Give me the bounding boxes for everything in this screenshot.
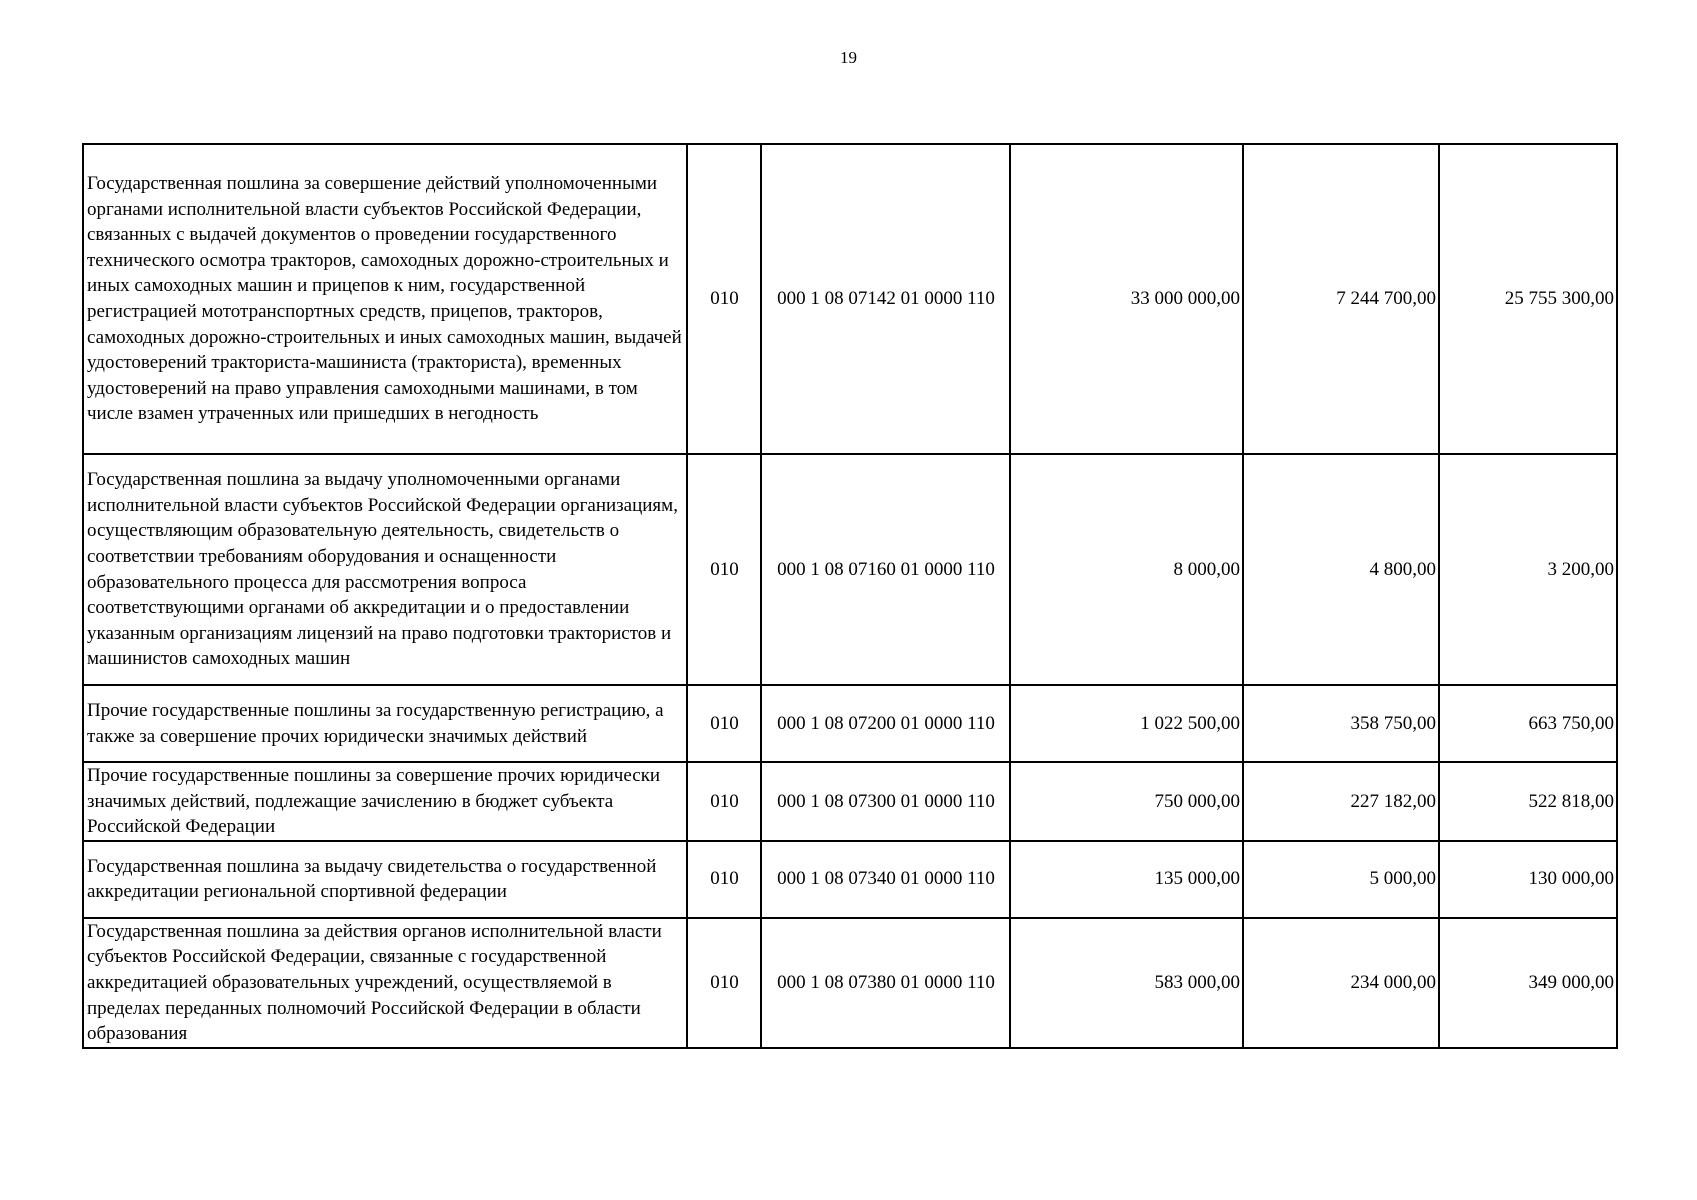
page-number: 19	[840, 48, 857, 67]
row-budget-classification-code: 000 1 08 07340 01 0000 110	[761, 841, 1010, 918]
table-row	[83, 685, 1617, 762]
row-value-unexecuted: 3 200,00	[1439, 454, 1617, 685]
row-value-approved: 135 000,00	[1010, 841, 1243, 918]
row-value-approved: 1 022 500,00	[1010, 685, 1243, 762]
row-value-approved: 750 000,00	[1010, 762, 1243, 841]
row-description: Государственная пошлина за действия органов исполнительной власти субъектов Российской Федерации, связанные с государственной аккредитацией образовательных учреждений, осуществляемой в пределах переданных полномочий Российской Федерации в области образования	[83, 918, 687, 1048]
budget-revenue-table	[82, 143, 1618, 1049]
row-value-unexecuted: 25 755 300,00	[1439, 144, 1617, 454]
row-value-executed: 234 000,00	[1243, 918, 1439, 1048]
row-line-code: 010	[687, 685, 761, 762]
row-value-unexecuted: 522 818,00	[1439, 762, 1617, 841]
row-description: Прочие государственные пошлины за совершение прочих юридически значимых действий, подлежащие зачислению в бюджет субъекта Российской Федерации	[83, 762, 687, 841]
row-value-unexecuted: 349 000,00	[1439, 918, 1617, 1048]
row-value-executed: 4 800,00	[1243, 454, 1439, 685]
row-value-approved: 583 000,00	[1010, 918, 1243, 1048]
row-description: Государственная пошлина за совершение действий уполномоченными органами исполнительной власти субъектов Российской Федерации, связанных с выдачей документов о проведении государственного технического осмотра тракторов, самоходных дорожно-строительных и иных самоходных машин и прицепов к ним, государственной регистрацией мототранспортных средств, прицепов, тракторов, самоходных дорожно-строительных и иных самоходных машин, выдачей удостоверений тракториста-машиниста (тракториста), временных удостоверений на право управления самоходными машинами, в том числе взамен утраченных или пришедших в негодность	[83, 144, 687, 454]
row-budget-classification-code: 000 1 08 07142 01 0000 110	[761, 144, 1010, 454]
row-description: Государственная пошлина за выдачу уполномоченными органами исполнительной власти субъектов Российской Федерации организациям, осуществляющим образовательную деятельность, свидетельств о соответствии требованиям оборудования и оснащенности образовательного процесса для рассмотрения вопроса соответствующими органами об аккредитации и о предоставлении указанным организациям лицензий на право подготовки трактористов и машинистов самоходных машин	[83, 454, 687, 685]
row-budget-classification-code: 000 1 08 07160 01 0000 110	[761, 454, 1010, 685]
table-row	[83, 841, 1617, 918]
row-value-unexecuted: 130 000,00	[1439, 841, 1617, 918]
row-budget-classification-code: 000 1 08 07380 01 0000 110	[761, 918, 1010, 1048]
table-row	[83, 144, 1617, 454]
row-description: Прочие государственные пошлины за государственную регистрацию, а также за совершение прочих юридически значимых действий	[83, 685, 687, 762]
row-value-executed: 5 000,00	[1243, 841, 1439, 918]
row-line-code: 010	[687, 454, 761, 685]
table-row	[83, 454, 1617, 685]
row-line-code: 010	[687, 918, 761, 1048]
row-value-approved: 8 000,00	[1010, 454, 1243, 685]
row-budget-classification-code: 000 1 08 07300 01 0000 110	[761, 762, 1010, 841]
row-line-code: 010	[687, 841, 761, 918]
row-value-approved: 33 000 000,00	[1010, 144, 1243, 454]
row-value-executed: 7 244 700,00	[1243, 144, 1439, 454]
row-budget-classification-code: 000 1 08 07200 01 0000 110	[761, 685, 1010, 762]
row-value-unexecuted: 663 750,00	[1439, 685, 1617, 762]
row-line-code: 010	[687, 144, 761, 454]
row-description: Государственная пошлина за выдачу свидетельства о государственной аккредитации региональной спортивной федерации	[83, 841, 687, 918]
row-line-code: 010	[687, 762, 761, 841]
row-value-executed: 227 182,00	[1243, 762, 1439, 841]
table-row	[83, 762, 1617, 841]
table-row	[83, 918, 1617, 1048]
row-value-executed: 358 750,00	[1243, 685, 1439, 762]
